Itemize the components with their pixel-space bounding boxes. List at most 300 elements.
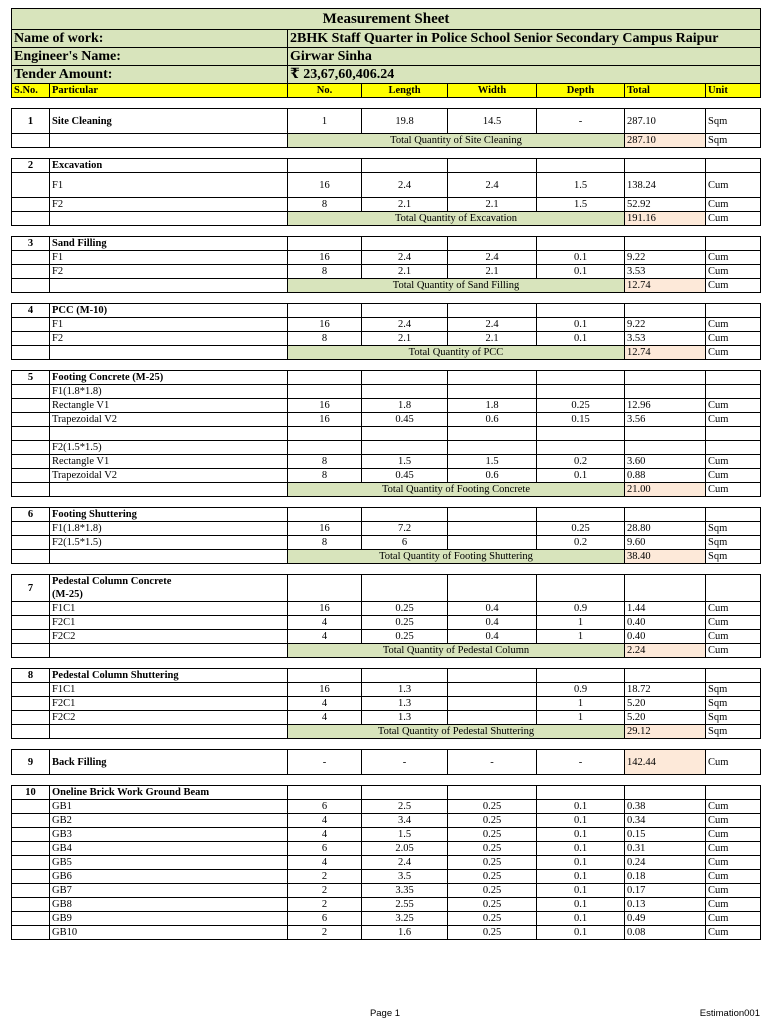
cell-width bbox=[448, 159, 537, 173]
total-unit: Sqm bbox=[706, 725, 761, 739]
section-number: 4 bbox=[12, 304, 50, 318]
table-row bbox=[12, 399, 761, 413]
section-spacer bbox=[12, 739, 761, 750]
cell-unit: Cum bbox=[706, 332, 761, 346]
cell-unit bbox=[706, 159, 761, 173]
spacer-cell bbox=[12, 564, 761, 575]
section-heading bbox=[50, 237, 288, 251]
cell-no: 8 bbox=[288, 536, 362, 550]
cell-particular: F1 bbox=[50, 318, 288, 332]
cell-no bbox=[288, 669, 362, 683]
table-row bbox=[12, 884, 761, 898]
cell-width: 1.8 bbox=[448, 399, 537, 413]
cell-particular bbox=[50, 725, 288, 739]
cell-depth: 0.25 bbox=[537, 399, 625, 413]
cell-total bbox=[625, 159, 706, 173]
table-row bbox=[12, 697, 761, 711]
total-label: Total Quantity of Site Cleaning bbox=[288, 134, 625, 148]
col-header-particular: Particular bbox=[50, 84, 288, 98]
spacer-cell bbox=[12, 739, 761, 750]
cell-depth bbox=[537, 304, 625, 318]
cell-no bbox=[288, 575, 362, 602]
section-heading-text-2: (M-25) bbox=[52, 589, 83, 600]
cell-depth bbox=[537, 427, 625, 441]
table-row bbox=[12, 413, 761, 427]
section-total-row bbox=[12, 725, 761, 739]
cell-unit: Cum bbox=[706, 318, 761, 332]
cell-no: 16 bbox=[288, 318, 362, 332]
cell-total bbox=[625, 669, 706, 683]
section-heading-row bbox=[12, 508, 761, 522]
cell-total: 0.34 bbox=[625, 814, 706, 828]
cell-depth: 0.1 bbox=[537, 332, 625, 346]
cell-length bbox=[362, 159, 448, 173]
total-label: Total Quantity of Pedestal Shuttering bbox=[288, 725, 625, 739]
cell-no bbox=[288, 441, 362, 455]
cell-particular: Trapezoidal V2 bbox=[50, 413, 288, 427]
table-row bbox=[12, 251, 761, 265]
cell-unit: Cum bbox=[706, 828, 761, 842]
cell-no: 6 bbox=[288, 842, 362, 856]
cell-total bbox=[625, 508, 706, 522]
cell-no: 16 bbox=[288, 602, 362, 616]
cell-width bbox=[448, 536, 537, 550]
cell-no: 8 bbox=[288, 332, 362, 346]
table-row bbox=[12, 800, 761, 814]
cell-no: 16 bbox=[288, 173, 362, 198]
cell-length: 1.8 bbox=[362, 399, 448, 413]
cell-unit bbox=[706, 304, 761, 318]
cell-sno bbox=[12, 725, 50, 739]
cell-no: 6 bbox=[288, 912, 362, 926]
table-row bbox=[12, 828, 761, 842]
total-value: 21.00 bbox=[625, 483, 706, 497]
cell-depth: - bbox=[537, 750, 625, 775]
section-heading-row bbox=[12, 109, 761, 134]
section-spacer bbox=[12, 658, 761, 669]
section-total-row bbox=[12, 346, 761, 360]
section-heading-row bbox=[12, 304, 761, 318]
cell-sno bbox=[12, 279, 50, 293]
cell-length: 2.05 bbox=[362, 842, 448, 856]
section-spacer bbox=[12, 497, 761, 508]
cell-particular: F1C1 bbox=[50, 683, 288, 697]
cell-width: 0.25 bbox=[448, 814, 537, 828]
cell-unit bbox=[706, 508, 761, 522]
cell-length: 2.1 bbox=[362, 332, 448, 346]
cell-width bbox=[448, 711, 537, 725]
cell-depth bbox=[537, 669, 625, 683]
cell-particular: Rectangle V1 bbox=[50, 399, 288, 413]
cell-length: 7.2 bbox=[362, 522, 448, 536]
cell-sno bbox=[12, 198, 50, 212]
spacer-cell bbox=[12, 98, 761, 109]
cell-sno bbox=[12, 870, 50, 884]
cell-length bbox=[362, 371, 448, 385]
cell-no: - bbox=[288, 750, 362, 775]
cell-unit bbox=[706, 385, 761, 399]
cell-width: 0.25 bbox=[448, 912, 537, 926]
cell-width bbox=[448, 522, 537, 536]
tender-label: Tender Amount: bbox=[12, 66, 288, 84]
cell-width bbox=[448, 697, 537, 711]
tender-value: ₹ 23,67,60,406.24 bbox=[288, 66, 761, 84]
cell-length: 0.25 bbox=[362, 630, 448, 644]
section-heading-text: Excavation bbox=[52, 160, 103, 171]
cell-unit bbox=[706, 237, 761, 251]
cell-sno bbox=[12, 265, 50, 279]
cell-depth: 0.9 bbox=[537, 602, 625, 616]
cell-depth: 1 bbox=[537, 697, 625, 711]
cell-width bbox=[448, 786, 537, 800]
cell-total: 0.88 bbox=[625, 469, 706, 483]
cell-unit: Cum bbox=[706, 898, 761, 912]
section-heading bbox=[50, 669, 288, 683]
cell-length: 19.8 bbox=[362, 109, 448, 134]
cell-width bbox=[448, 427, 537, 441]
table-row bbox=[12, 332, 761, 346]
table-row bbox=[12, 926, 761, 940]
section-heading-text: Footing Shuttering bbox=[52, 509, 137, 520]
cell-length: 1.5 bbox=[362, 828, 448, 842]
cell-total: 3.56 bbox=[625, 413, 706, 427]
section-number: 3 bbox=[12, 237, 50, 251]
cell-no bbox=[288, 371, 362, 385]
cell-no: 4 bbox=[288, 697, 362, 711]
cell-no: 16 bbox=[288, 413, 362, 427]
table-row bbox=[12, 173, 761, 198]
cell-depth bbox=[537, 371, 625, 385]
cell-no: 8 bbox=[288, 198, 362, 212]
total-unit: Cum bbox=[706, 212, 761, 226]
cell-depth bbox=[537, 575, 625, 602]
cell-length: 2.55 bbox=[362, 898, 448, 912]
section-spacer bbox=[12, 360, 761, 371]
cell-depth: 0.9 bbox=[537, 683, 625, 697]
cell-width: 0.25 bbox=[448, 842, 537, 856]
cell-sno bbox=[12, 385, 50, 399]
cell-sno bbox=[12, 455, 50, 469]
cell-total: 5.20 bbox=[625, 711, 706, 725]
spacer-cell bbox=[12, 148, 761, 159]
spacer-cell bbox=[12, 775, 761, 786]
cell-unit: Cum bbox=[706, 842, 761, 856]
cell-width bbox=[448, 371, 537, 385]
cell-unit: Cum bbox=[706, 912, 761, 926]
section-heading-text: Site Cleaning bbox=[52, 115, 112, 127]
cell-unit bbox=[706, 786, 761, 800]
cell-total: 0.49 bbox=[625, 912, 706, 926]
cell-total: 9.22 bbox=[625, 251, 706, 265]
cell-total: 5.20 bbox=[625, 697, 706, 711]
section-heading-text: Back Filling bbox=[52, 756, 107, 768]
cell-particular: GB1 bbox=[50, 800, 288, 814]
cell-depth: 1.5 bbox=[537, 173, 625, 198]
cell-unit: Cum bbox=[706, 884, 761, 898]
total-unit: Cum bbox=[706, 483, 761, 497]
cell-depth: 0.1 bbox=[537, 842, 625, 856]
cell-unit: Cum bbox=[706, 814, 761, 828]
cell-sno bbox=[12, 616, 50, 630]
cell-total: 0.08 bbox=[625, 926, 706, 940]
cell-length: 3.4 bbox=[362, 814, 448, 828]
cell-width bbox=[448, 508, 537, 522]
cell-sno bbox=[12, 522, 50, 536]
cell-length bbox=[362, 508, 448, 522]
cell-length bbox=[362, 237, 448, 251]
section-heading-row bbox=[12, 669, 761, 683]
cell-particular: GB8 bbox=[50, 898, 288, 912]
cell-depth: 0.1 bbox=[537, 856, 625, 870]
cell-unit bbox=[706, 441, 761, 455]
table-row bbox=[12, 602, 761, 616]
cell-sno bbox=[12, 842, 50, 856]
col-header-length: Length bbox=[362, 84, 448, 98]
cell-unit: Cum bbox=[706, 173, 761, 198]
total-label: Total Quantity of PCC bbox=[288, 346, 625, 360]
cell-total: 0.17 bbox=[625, 884, 706, 898]
cell-width: 2.4 bbox=[448, 318, 537, 332]
cell-length: 1.3 bbox=[362, 711, 448, 725]
col-header-unit: Unit bbox=[706, 84, 761, 98]
cell-no: 4 bbox=[288, 616, 362, 630]
cell-total: 28.80 bbox=[625, 522, 706, 536]
cell-length bbox=[362, 427, 448, 441]
cell-no: 4 bbox=[288, 711, 362, 725]
cell-width: - bbox=[448, 750, 537, 775]
cell-unit: Cum bbox=[706, 455, 761, 469]
cell-total: 0.24 bbox=[625, 856, 706, 870]
total-value: 12.74 bbox=[625, 279, 706, 293]
cell-length bbox=[362, 385, 448, 399]
cell-total: 0.18 bbox=[625, 870, 706, 884]
cell-width: 0.25 bbox=[448, 870, 537, 884]
cell-width: 2.1 bbox=[448, 265, 537, 279]
cell-depth: 0.2 bbox=[537, 455, 625, 469]
cell-depth: 0.1 bbox=[537, 926, 625, 940]
col-header-depth: Depth bbox=[537, 84, 625, 98]
cell-particular bbox=[50, 550, 288, 564]
section-total-row bbox=[12, 644, 761, 658]
cell-sno bbox=[12, 926, 50, 940]
cell-depth: 0.1 bbox=[537, 828, 625, 842]
section-number: 2 bbox=[12, 159, 50, 173]
section-heading-row bbox=[12, 786, 761, 800]
cell-total bbox=[625, 441, 706, 455]
column-header-row bbox=[12, 84, 761, 98]
section-heading bbox=[50, 750, 288, 775]
cell-unit bbox=[706, 669, 761, 683]
work-value: 2BHK Staff Quarter in Police School Senior Secondary Campus Raipur bbox=[288, 30, 761, 48]
cell-depth: 0.1 bbox=[537, 814, 625, 828]
table-row bbox=[12, 536, 761, 550]
cell-particular: Trapezoidal V2 bbox=[50, 469, 288, 483]
info-row-engineer bbox=[12, 48, 761, 66]
cell-particular: F1(1.8*1.8) bbox=[50, 385, 288, 399]
col-header-total: Total bbox=[625, 84, 706, 98]
cell-sno bbox=[12, 441, 50, 455]
cell-no: 4 bbox=[288, 856, 362, 870]
cell-particular bbox=[50, 134, 288, 148]
section-heading-text: Footing Concrete (M-25) bbox=[52, 372, 164, 383]
cell-length: 0.45 bbox=[362, 469, 448, 483]
table-row bbox=[12, 522, 761, 536]
cell-length bbox=[362, 441, 448, 455]
cell-particular: GB3 bbox=[50, 828, 288, 842]
cell-no: 2 bbox=[288, 926, 362, 940]
cell-total: 287.10 bbox=[625, 109, 706, 134]
cell-sno bbox=[12, 483, 50, 497]
cell-total: 18.72 bbox=[625, 683, 706, 697]
cell-particular: GB6 bbox=[50, 870, 288, 884]
cell-particular: F2C2 bbox=[50, 711, 288, 725]
cell-particular: F2 bbox=[50, 332, 288, 346]
total-value: 12.74 bbox=[625, 346, 706, 360]
cell-total bbox=[625, 371, 706, 385]
cell-no: 16 bbox=[288, 399, 362, 413]
section-heading-text: Pedestal Column Shuttering bbox=[52, 670, 179, 681]
cell-particular: Rectangle V1 bbox=[50, 455, 288, 469]
section-total-row bbox=[12, 279, 761, 293]
table-row bbox=[12, 870, 761, 884]
cell-sno bbox=[12, 644, 50, 658]
cell-sno bbox=[12, 602, 50, 616]
table-row bbox=[12, 198, 761, 212]
cell-particular: F2C2 bbox=[50, 630, 288, 644]
spacer-cell bbox=[12, 293, 761, 304]
cell-depth: 0.1 bbox=[537, 469, 625, 483]
cell-sno bbox=[12, 212, 50, 226]
cell-unit: Cum bbox=[706, 870, 761, 884]
total-unit: Sqm bbox=[706, 134, 761, 148]
cell-sno bbox=[12, 346, 50, 360]
cell-depth bbox=[537, 441, 625, 455]
sheet-code: Estimation001 bbox=[699, 1008, 760, 1019]
cell-particular: F1 bbox=[50, 173, 288, 198]
cell-length: 6 bbox=[362, 536, 448, 550]
cell-width bbox=[448, 304, 537, 318]
cell-width: 1.5 bbox=[448, 455, 537, 469]
cell-particular: F2C1 bbox=[50, 697, 288, 711]
cell-width bbox=[448, 669, 537, 683]
table-row bbox=[12, 912, 761, 926]
cell-sno bbox=[12, 399, 50, 413]
cell-unit: Sqm bbox=[706, 522, 761, 536]
info-row-tender bbox=[12, 66, 761, 84]
cell-particular bbox=[50, 427, 288, 441]
cell-length: 1.6 bbox=[362, 926, 448, 940]
cell-no bbox=[288, 304, 362, 318]
cell-depth: 0.1 bbox=[537, 898, 625, 912]
cell-sno bbox=[12, 912, 50, 926]
cell-particular: F2(1.5*1.5) bbox=[50, 536, 288, 550]
cell-depth bbox=[537, 508, 625, 522]
cell-width: 0.25 bbox=[448, 898, 537, 912]
cell-sno bbox=[12, 814, 50, 828]
cell-length: 3.35 bbox=[362, 884, 448, 898]
cell-depth: 0.1 bbox=[537, 870, 625, 884]
cell-no: 16 bbox=[288, 522, 362, 536]
cell-depth: 0.1 bbox=[537, 800, 625, 814]
cell-length bbox=[362, 304, 448, 318]
cell-total: 0.40 bbox=[625, 630, 706, 644]
cell-depth: - bbox=[537, 109, 625, 134]
total-label: Total Quantity of Excavation bbox=[288, 212, 625, 226]
section-spacer bbox=[12, 226, 761, 237]
cell-particular bbox=[50, 212, 288, 226]
section-spacer bbox=[12, 148, 761, 159]
cell-sno bbox=[12, 318, 50, 332]
cell-particular: GB7 bbox=[50, 884, 288, 898]
table-row bbox=[12, 616, 761, 630]
col-header-width: Width bbox=[448, 84, 537, 98]
total-value: 2.24 bbox=[625, 644, 706, 658]
table-row bbox=[12, 842, 761, 856]
section-heading bbox=[50, 371, 288, 385]
table-row bbox=[12, 856, 761, 870]
cell-particular bbox=[50, 483, 288, 497]
cell-sno bbox=[12, 856, 50, 870]
cell-no bbox=[288, 159, 362, 173]
section-number: 7 bbox=[12, 575, 50, 602]
cell-sno bbox=[12, 697, 50, 711]
cell-width: 2.4 bbox=[448, 173, 537, 198]
table-row bbox=[12, 455, 761, 469]
cell-particular: F2 bbox=[50, 198, 288, 212]
table-row bbox=[12, 427, 761, 441]
cell-length: 1.5 bbox=[362, 455, 448, 469]
cell-sno bbox=[12, 828, 50, 842]
spacer-cell bbox=[12, 497, 761, 508]
section-heading bbox=[50, 304, 288, 318]
section-total-row bbox=[12, 483, 761, 497]
cell-sno bbox=[12, 550, 50, 564]
table-row bbox=[12, 898, 761, 912]
cell-depth: 1 bbox=[537, 616, 625, 630]
cell-depth: 1.5 bbox=[537, 198, 625, 212]
section-heading-row bbox=[12, 371, 761, 385]
table-row bbox=[12, 814, 761, 828]
section-total-row bbox=[12, 550, 761, 564]
cell-unit: Sqm bbox=[706, 109, 761, 134]
cell-unit: Cum bbox=[706, 616, 761, 630]
measurement-table bbox=[11, 8, 761, 940]
cell-width: 2.1 bbox=[448, 332, 537, 346]
cell-unit: Cum bbox=[706, 630, 761, 644]
cell-particular bbox=[50, 644, 288, 658]
cell-unit bbox=[706, 427, 761, 441]
cell-length: 2.5 bbox=[362, 800, 448, 814]
cell-sno bbox=[12, 332, 50, 346]
total-value: 29.12 bbox=[625, 725, 706, 739]
cell-width: 0.25 bbox=[448, 884, 537, 898]
total-unit: Cum bbox=[706, 644, 761, 658]
cell-sno bbox=[12, 683, 50, 697]
table-row bbox=[12, 630, 761, 644]
section-spacer bbox=[12, 564, 761, 575]
cell-length: 0.45 bbox=[362, 413, 448, 427]
cell-unit: Cum bbox=[706, 469, 761, 483]
cell-width bbox=[448, 237, 537, 251]
cell-sno bbox=[12, 536, 50, 550]
cell-width: 0.25 bbox=[448, 800, 537, 814]
cell-sno bbox=[12, 898, 50, 912]
cell-unit: Sqm bbox=[706, 683, 761, 697]
section-heading-text: Pedestal Column Concrete bbox=[52, 576, 172, 587]
work-label: Name of work: bbox=[12, 30, 288, 48]
cell-no: 4 bbox=[288, 630, 362, 644]
cell-total: 3.53 bbox=[625, 332, 706, 346]
